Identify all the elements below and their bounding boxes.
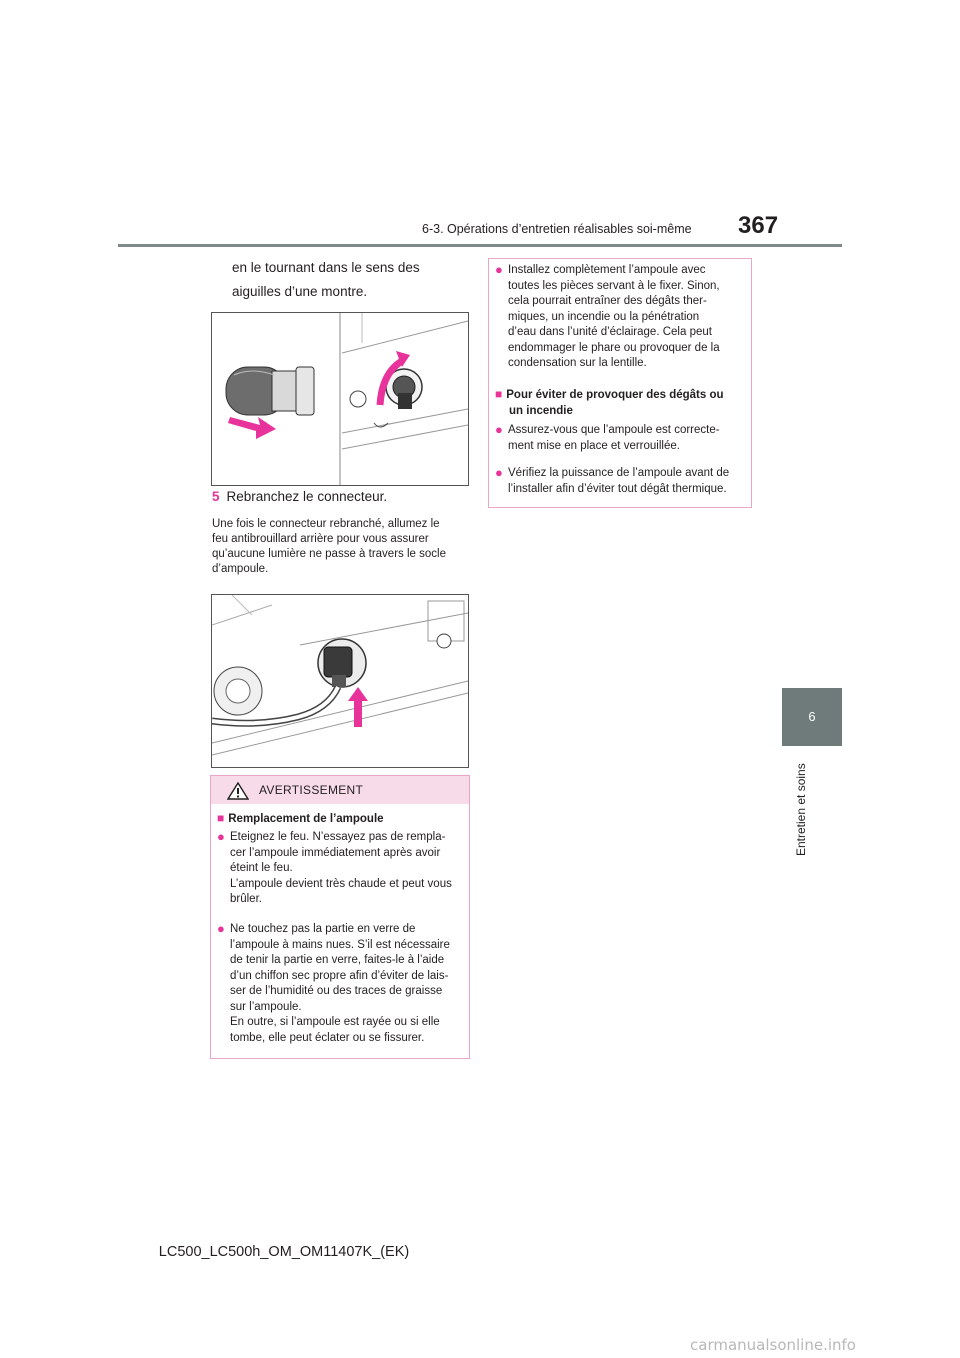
bullet-icon: ● — [495, 422, 503, 437]
bullet-icon: ● — [495, 262, 503, 277]
note-line: Une fois le connecteur rebranché, allumez le — [212, 518, 440, 530]
right-line: condensation sur la lentille. — [508, 357, 647, 369]
warning-triangle-icon — [227, 782, 249, 800]
chapter-tab[interactable] — [782, 688, 842, 746]
header-section-title: 6-3. Opérations d’entretien réalisables soi-même — [422, 222, 692, 236]
chapter-title — [792, 760, 812, 900]
warning-heading-text: Remplacement de l’ampoule — [228, 813, 384, 825]
bullet-icon: ● — [217, 921, 225, 936]
right-item-3 — [495, 466, 758, 497]
right-line: ment mise en place et verrouillée. — [508, 439, 680, 452]
warning-header — [211, 776, 469, 804]
step-number: 5 — [212, 489, 220, 504]
square-bullet-icon: ■ — [495, 387, 503, 401]
step-text: Rebranchez le connecteur. — [226, 489, 388, 504]
bullet-icon: ● — [217, 829, 225, 844]
step-5 — [212, 489, 387, 504]
warning-line: L’ampoule devient très chaude et peut vous — [230, 877, 452, 890]
warning-line: éteint le feu. — [230, 862, 293, 874]
step-note — [212, 517, 468, 577]
warning-line: tombe, elle peut éclater ou se fissurer. — [230, 1031, 425, 1044]
right-heading-line: un incendie — [509, 404, 573, 417]
warning-item-1 — [217, 830, 476, 908]
bulb-drawing — [226, 367, 314, 415]
note-line: feu antibrouillard arrière pour vous assurer — [212, 533, 429, 545]
right-line: cela pourrait entraîner des dégâts ther- — [508, 295, 707, 307]
warning-line: de tenir la partie en verre, faites-le à l’aide — [230, 954, 445, 966]
right-heading-line: Pour éviter de provoquer des dégâts ou — [506, 389, 724, 401]
footer-doc-code: LC500_LC500h_OM_OM11407K_(EK) — [158, 1244, 410, 1260]
right-line: l’installer afin d’éviter tout dégât thermique. — [508, 482, 727, 495]
warning-line: ser de l’humidité ou des traces de graisse — [230, 985, 443, 997]
chapter-title-text: Entretien et soins — [794, 763, 808, 856]
warning-title: AVERTISSEMENT — [259, 783, 364, 797]
right-line: endommager le phare ou provoquer de la — [508, 341, 720, 354]
right-line: Assurez-vous que l’ampoule est correcte- — [508, 424, 720, 436]
warning-line: En outre, si l’ampoule est rayée ou si elle — [230, 1016, 440, 1028]
right-line: toutes les pièces servant à le fixer. Sinon, — [508, 279, 720, 292]
right-line: miques, un incendie ou la pénétration — [508, 310, 700, 323]
right-line: d’eau dans l’unité d’éclairage. Cela peut — [508, 326, 712, 338]
page-number: 367 — [738, 212, 779, 239]
watermark: carmanualsonline.info — [690, 1336, 856, 1354]
right-heading — [495, 387, 745, 419]
warning-line: d’un chiffon sec propre afin d’éviter de lais- — [230, 969, 449, 982]
connector-illustration — [211, 594, 469, 768]
square-bullet-icon: ■ — [217, 811, 225, 825]
right-item-1 — [495, 263, 758, 372]
warning-line: Eteignez le feu. N’essayez pas de rempla- — [230, 831, 446, 843]
warning-item-2 — [217, 922, 476, 1046]
warning-line: l’ampoule à mains nues. S’il est nécessaire — [230, 938, 450, 951]
continuation-text: en le tournant dans le sens des aiguilles d’une montre. — [232, 260, 420, 299]
chapter-number: 6 — [808, 709, 816, 724]
warning-continued-box — [488, 258, 752, 508]
warning-line: sur l’ampoule. — [230, 1000, 302, 1013]
note-line: qu’aucune lumière ne passe à travers le socle — [212, 548, 446, 560]
bullet-icon: ● — [495, 465, 503, 480]
right-item-2 — [495, 423, 758, 454]
warning-line: cer l’ampoule immédiatement après avoir — [230, 846, 441, 859]
note-line: d’ampoule. — [212, 563, 269, 575]
header-rule — [118, 244, 842, 247]
warning-line: brûler. — [230, 893, 262, 905]
warning-box — [210, 775, 470, 1059]
warning-line: Ne touchez pas la partie en verre de — [230, 923, 416, 935]
bulb-removal-illustration — [211, 312, 469, 486]
right-line: Installez complètement l’ampoule avec — [508, 264, 706, 276]
warning-heading — [217, 811, 384, 828]
right-line: Vérifiez la puissance de l’ampoule avant de — [508, 467, 730, 479]
